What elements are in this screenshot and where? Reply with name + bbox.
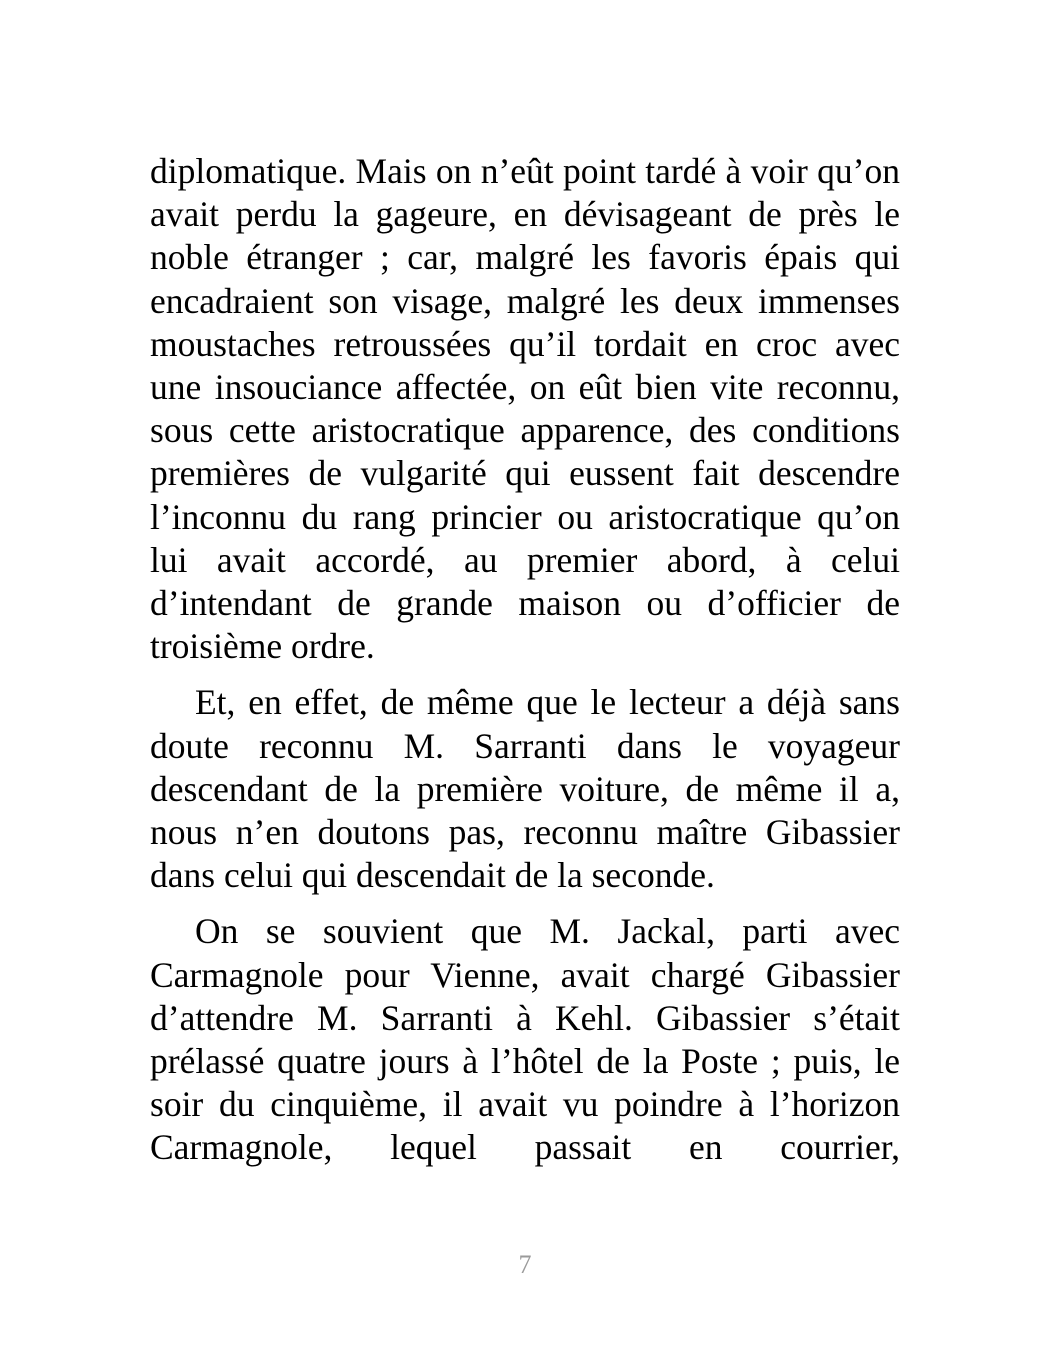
paragraph: Et, en effet, de même que le lecteur a déjà sans doute reconnu M. Sarranti dans le voyageur descendant de la première voiture, de même il a, nous n’en doutons pas, reconnu maître Gibassier dans celui qui descendait de la seconde. [150, 682, 900, 896]
paragraph-continued: diplomatique. Mais on n’eût point tardé à voir qu’on avait perdu la gageure, en dévisageant de près le noble étranger ; car, malgré les favoris épais qui encadraient son visage, malgré les deux immenses moustaches retroussées qu’il tordait en croc avec une insouciance affectée, on eût bien vite reconnu, sous cette aristocratique apparence, des conditions premières de vulgarité qui eussent fait descendre l’inconnu du rang princier ou aristocratique qu’on lui avait accordé, au premier abord, à celui d’intendant de grande maison ou d’officier de troisième ordre. [150, 151, 900, 667]
page-number: 7 [518, 1250, 532, 1279]
paragraph-last: On se souvient que M. Jackal, parti avec Carmagnole pour Vienne, avait chargé Gibassier d’attendre M. Sarranti à Kehl. Gibassier s’était prélassé quatre jours à l’hôtel de la Poste ; puis, le soir du cinquième, il avait vu poindre à l’horizon Carmagnole, lequel passait en courrier, [150, 911, 900, 1168]
page-body-text [150, 150, 900, 1183]
